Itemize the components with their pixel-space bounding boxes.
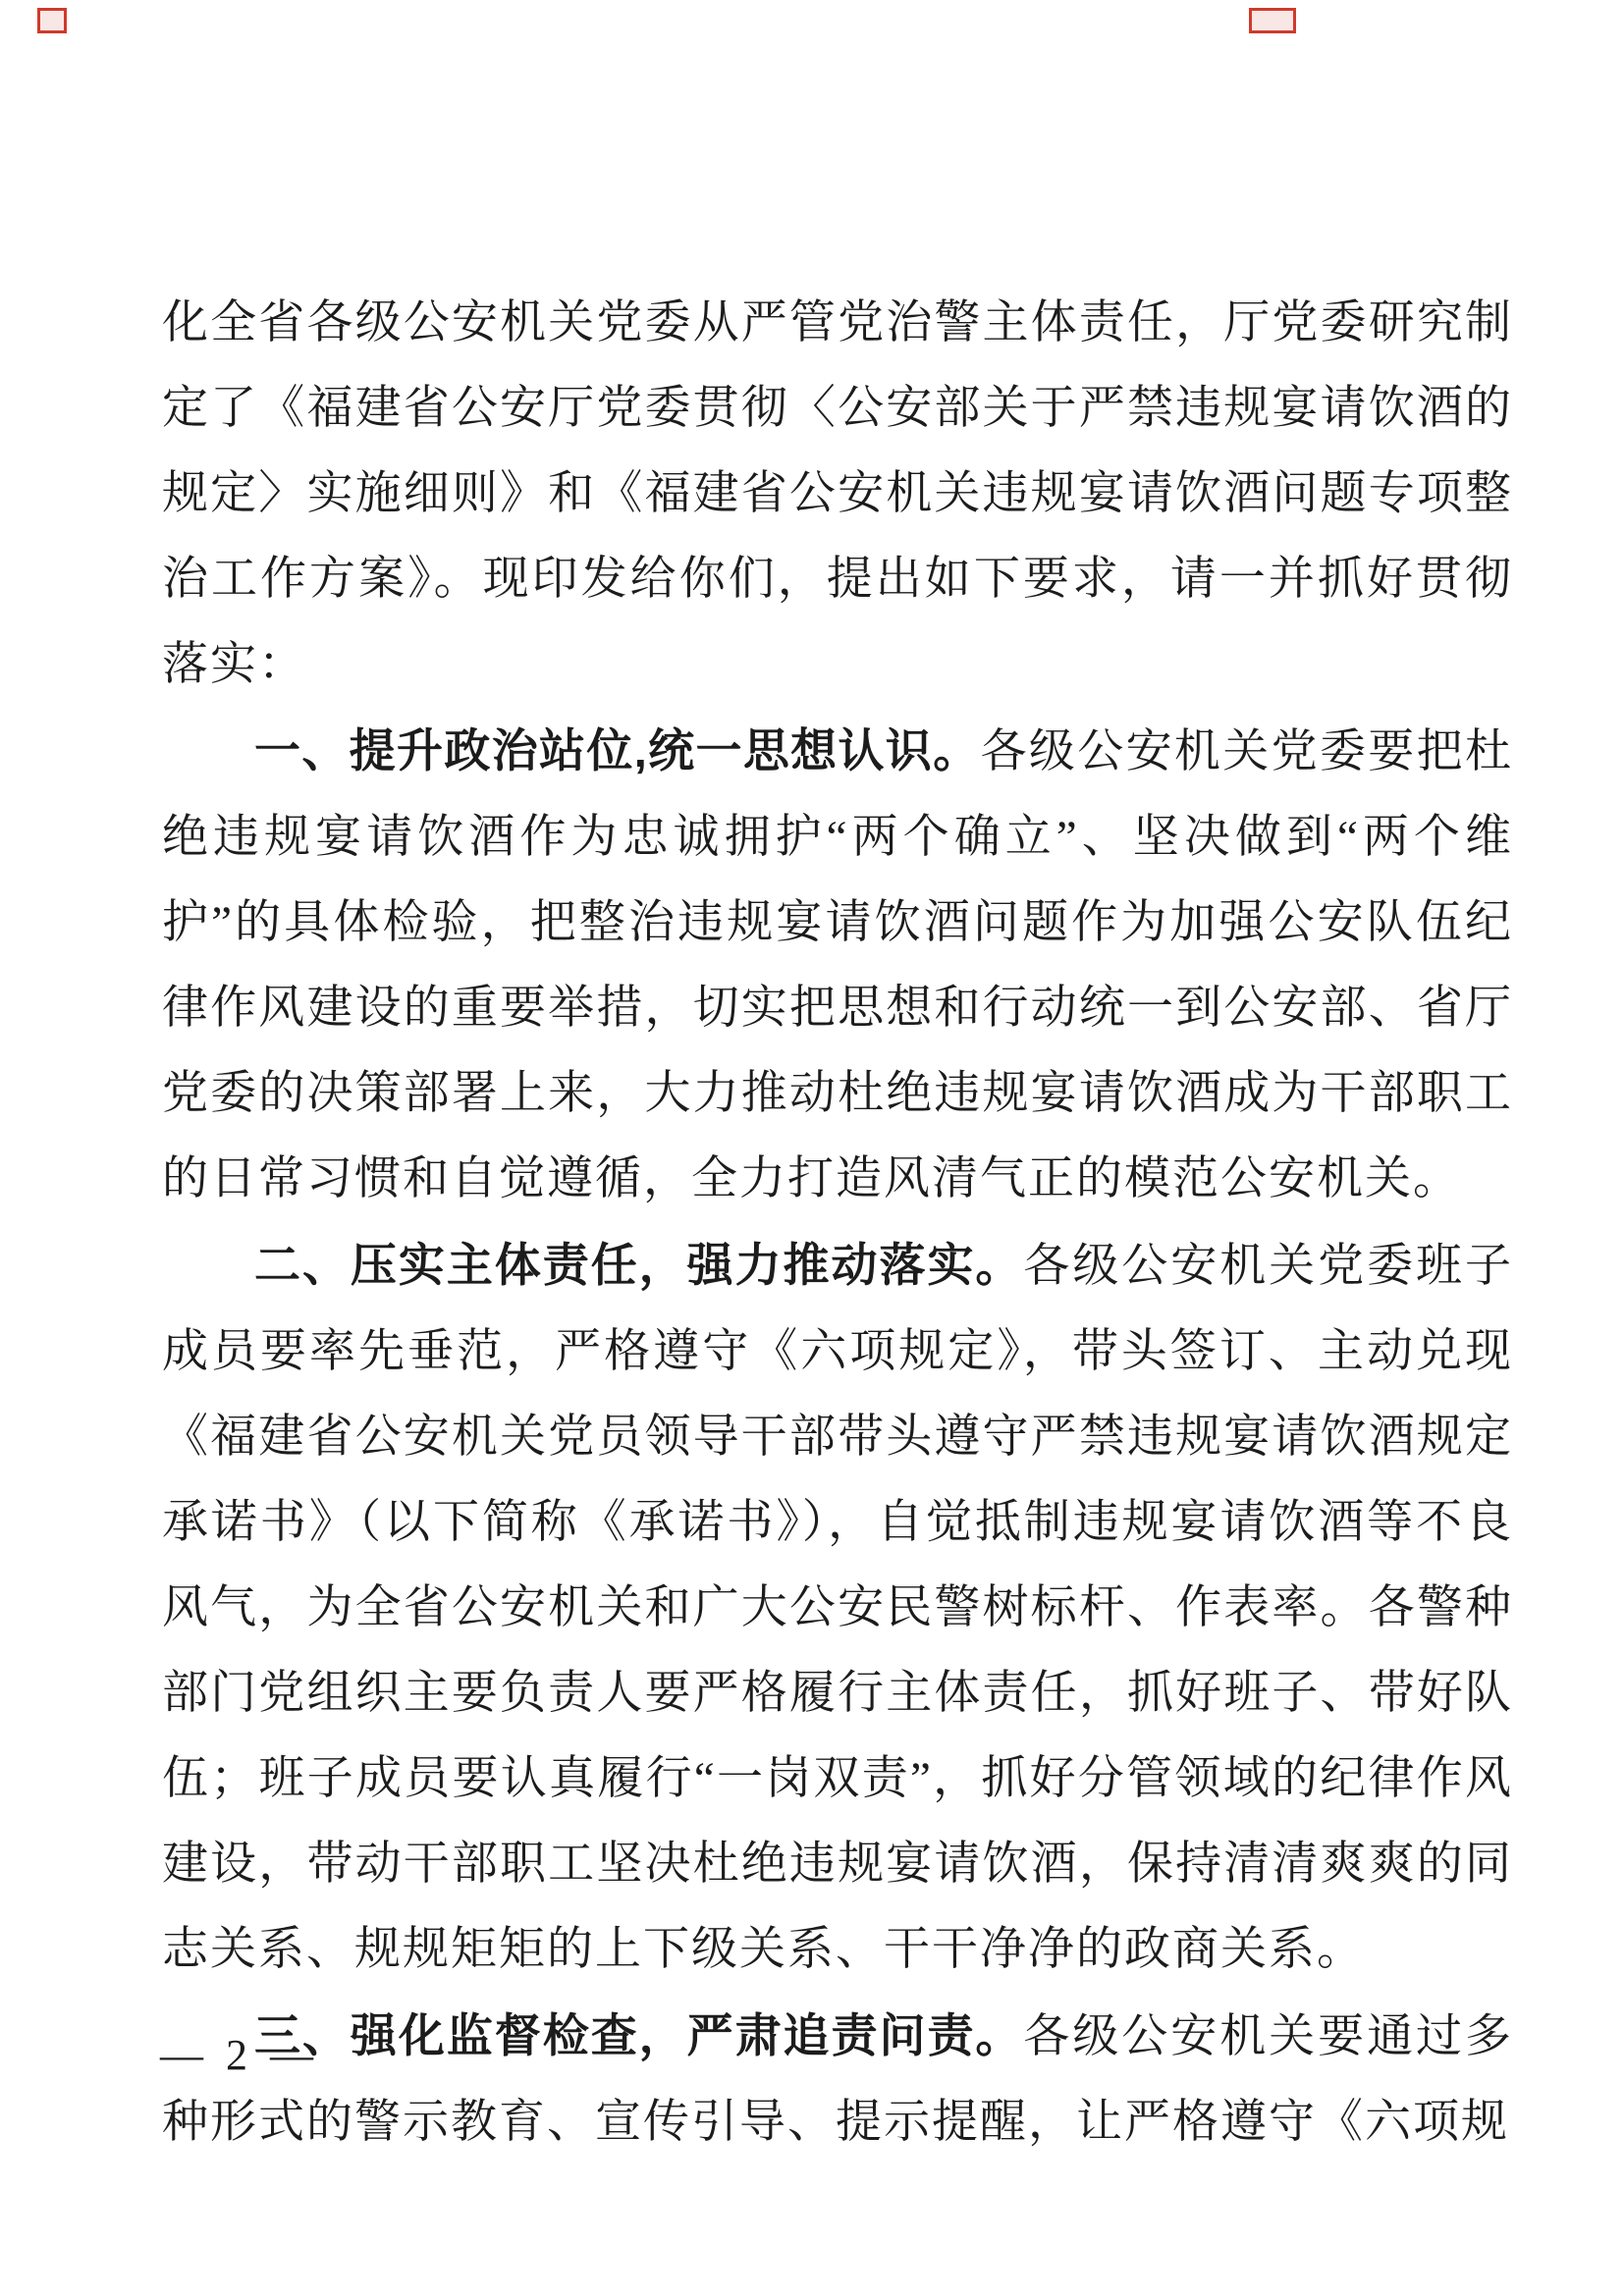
paragraph-text: 化全省各级公安机关党委从严管党治警主体责任，厅党委研究制定了《福建省公安厅党委贯彻〈公安部关于严禁违规宴请饮酒的规定〉实施细则》和《福建省公安机关违规宴请饮酒问题专项整治工作方案》。现印发给你们，提出如下要求，请一并抓好贯彻落实： bbox=[162, 297, 1513, 690]
section-2-heading: 二、压实主体责任，强力推动落实。 bbox=[254, 1239, 1024, 1291]
section-3-heading: 三、强化监督检查，严肃追责问责。 bbox=[254, 2009, 1024, 2061]
paragraph-section-2 bbox=[162, 1222, 1513, 1993]
paragraph-continuation bbox=[162, 281, 1513, 708]
paragraph-section-3 bbox=[162, 1993, 1513, 2165]
red-stamp-artifact-icon bbox=[37, 8, 67, 33]
section-1-heading: 一、提升政治站位,统一思想认识。 bbox=[254, 724, 981, 776]
paragraph-text: 各级公安机关党委班子成员要率先垂范，严格遵守《六项规定》，带头签订、主动兑现《福建省公安机关党员领导干部带头遵守严禁违规宴请饮酒规定承诺书》（以下简称《承诺书》），自觉抵制违规宴请饮酒等不良风气，为全省公安机关和广大公安民警树标杆、作表率。各警种部门党组织主要负责人要严格履行主体责任，抓好班子、带好队伍；班子成员要认真履行“一岗双责”，抓好分管领域的纪律作风建设，带动干部职工坚决杜绝违规宴请饮酒，保持清清爽爽的同志关系、规规矩矩的上下级关系、干干净净的政商关系。 bbox=[162, 1241, 1513, 1975]
paragraph-text: 各级公安机关党委要把杜绝违规宴请饮酒作为忠诚拥护“两个确立”、坚决做到“两个维护”的具体检验，把整治违规宴请饮酒问题作为加强公安队伍纪律作风建设的重要举措，切实把思想和行动统一到公安部、省厅党委的决策部署上来，大力推动杜绝违规宴请饮酒成为干部职工的日常习惯和自觉遵循，全力打造风清气正的模范公安机关。 bbox=[162, 726, 1513, 1204]
document-body bbox=[162, 281, 1513, 2165]
paragraph-section-1 bbox=[162, 708, 1513, 1222]
paragraph-text: 各级公安机关要通过多种形式的警示教育、宣传引导、提示提醒，让严格遵守《六项规 bbox=[162, 2011, 1513, 2148]
page-number: — 2 — bbox=[160, 2031, 319, 2079]
red-stamp-artifact-icon bbox=[1249, 8, 1296, 33]
